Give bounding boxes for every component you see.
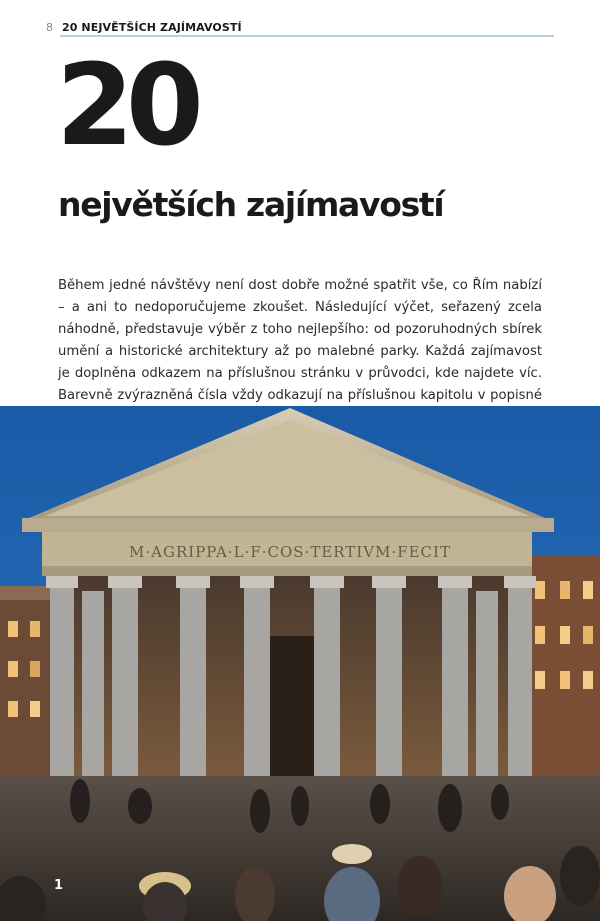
big-title-number: 20 [56,41,196,171]
running-header [46,18,554,36]
pantheon-photo [0,406,600,921]
photo-item-number: 1 [54,878,64,893]
page-number: 8 [46,21,53,34]
page-subtitle: největších zajímavostí [58,185,444,224]
section-title: 20 NEJVĚTŠÍCH ZAJÍMAVOSTÍ [62,21,242,34]
intro-paragraph: Během jedné návštěvy není dost dobře možné spatřit vše, co Řím nabízí – a ani to nedoporučujeme zkoušet. Následující výčet, seřazený zcela náhodně, představuje výběr z toho nejlepšího: od pozoruhodných sbírek umění a historické architektury až po malebné parky. Každá zajímavost je doplněna odkazem na příslušnou stránku v průvodci, kde najdete víc. Barevně zvýrazněná čísla vždy odkazují na příslušnou kapitolu v popisné [58,278,542,404]
pantheon-illustration [0,406,600,921]
inscription-text: M·AGRIPPA·L·F·COS·TERTIVM·FECIT [129,543,451,561]
header-rule [60,35,554,37]
